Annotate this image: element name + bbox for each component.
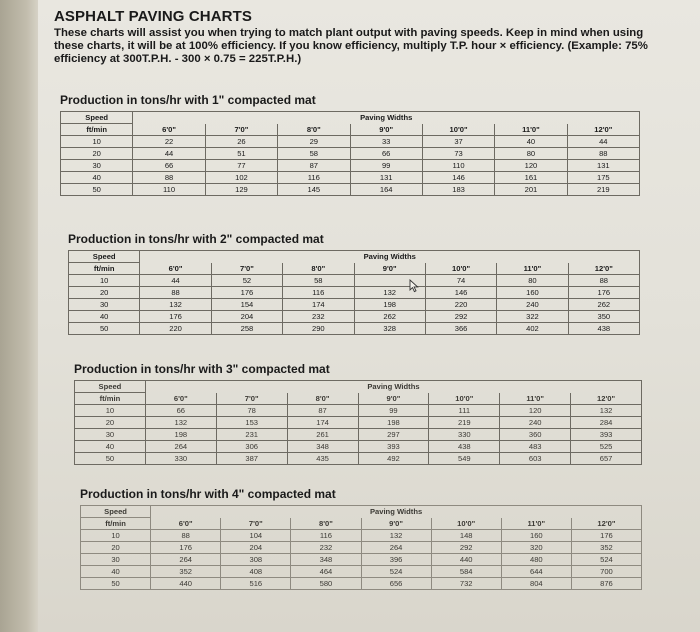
- production-table: [74, 380, 642, 465]
- table-row: [75, 453, 642, 465]
- width-header: 11'0": [500, 393, 571, 405]
- tonnage-cell: 40: [495, 136, 567, 148]
- tonnage-cell: 33: [350, 136, 422, 148]
- tonnage-cell: 262: [354, 311, 425, 323]
- speed-cell: 30: [75, 429, 146, 441]
- table-row: [81, 578, 642, 590]
- tonnage-cell: 549: [429, 453, 500, 465]
- tonnage-cell: 176: [151, 542, 221, 554]
- tonnage-cell: 366: [425, 323, 496, 335]
- paving-widths-header: Paving Widths: [133, 112, 640, 124]
- tonnage-cell: 116: [278, 172, 350, 184]
- speed-header: Speed: [69, 251, 140, 263]
- table-row: [69, 323, 640, 335]
- tonnage-cell: 232: [283, 311, 354, 323]
- tonnage-cell: 396: [361, 554, 431, 566]
- tonnage-cell: 264: [145, 441, 216, 453]
- width-header: 12'0": [571, 393, 642, 405]
- speed-cell: 10: [75, 405, 146, 417]
- tonnage-cell: 73: [422, 148, 494, 160]
- tonnage-cell: 219: [567, 184, 639, 196]
- tonnage-cell: 220: [140, 323, 211, 335]
- tonnage-cell: 438: [568, 323, 639, 335]
- tonnage-cell: 102: [205, 172, 277, 184]
- tonnage-cell: 297: [358, 429, 429, 441]
- tonnage-cell: 146: [422, 172, 494, 184]
- tonnage-cell: 160: [497, 287, 568, 299]
- speed-cell: 20: [69, 287, 140, 299]
- speed-cell: 10: [69, 275, 140, 287]
- tonnage-cell: 483: [500, 441, 571, 453]
- tonnage-cell: 145: [278, 184, 350, 196]
- speed-cell: 50: [75, 453, 146, 465]
- tonnage-cell: 44: [133, 148, 205, 160]
- tonnage-cell: 876: [571, 578, 641, 590]
- tonnage-cell: 258: [211, 323, 282, 335]
- width-header: 8'0": [278, 124, 350, 136]
- tonnage-cell: 240: [497, 299, 568, 311]
- table-row: [69, 311, 640, 323]
- speed-cell: 20: [81, 542, 151, 554]
- speed-header: Speed: [75, 381, 146, 393]
- table-row: [61, 160, 640, 172]
- speed-header: Speed: [81, 506, 151, 518]
- tonnage-cell: 644: [501, 566, 571, 578]
- width-header: 7'0": [216, 393, 287, 405]
- tonnage-cell: 524: [571, 554, 641, 566]
- tonnage-cell: 131: [350, 172, 422, 184]
- tonnage-cell: 492: [358, 453, 429, 465]
- tonnage-cell: 88: [151, 530, 221, 542]
- tonnage-cell: 732: [431, 578, 501, 590]
- tonnage-cell: 284: [571, 417, 642, 429]
- tonnage-cell: 700: [571, 566, 641, 578]
- tonnage-cell: 88: [133, 172, 205, 184]
- tonnage-cell: 153: [216, 417, 287, 429]
- table-row: [69, 275, 640, 287]
- tonnage-cell: 393: [358, 441, 429, 453]
- width-header: 10'0": [422, 124, 494, 136]
- tonnage-cell: 440: [151, 578, 221, 590]
- tonnage-cell: 110: [422, 160, 494, 172]
- tonnage-cell: 116: [283, 287, 354, 299]
- table-title: Production in tons/hr with 1" compacted mat: [60, 93, 316, 107]
- tonnage-cell: 120: [500, 405, 571, 417]
- table-row: [81, 554, 642, 566]
- tonnage-cell: 129: [205, 184, 277, 196]
- tonnage-cell: 603: [500, 453, 571, 465]
- tonnage-cell: 87: [278, 160, 350, 172]
- tonnage-cell: 584: [431, 566, 501, 578]
- table-row: [81, 566, 642, 578]
- tonnage-cell: 264: [361, 542, 431, 554]
- tonnage-cell: 524: [361, 566, 431, 578]
- paving-widths-header: Paving Widths: [151, 506, 642, 518]
- tonnage-cell: 330: [145, 453, 216, 465]
- production-table: [68, 250, 640, 335]
- tonnage-cell: 110: [133, 184, 205, 196]
- width-header: 9'0": [350, 124, 422, 136]
- speed-cell: 40: [69, 311, 140, 323]
- width-header: 7'0": [221, 518, 291, 530]
- page-edge-shadow: [0, 0, 38, 632]
- page-title: ASPHALT PAVING CHARTS: [54, 8, 252, 25]
- tonnage-cell: 330: [429, 429, 500, 441]
- tonnage-cell: 387: [216, 453, 287, 465]
- width-header: 8'0": [291, 518, 361, 530]
- tonnage-cell: 656: [361, 578, 431, 590]
- tonnage-cell: 66: [145, 405, 216, 417]
- speed-cell: 40: [81, 566, 151, 578]
- tonnage-cell: 290: [283, 323, 354, 335]
- tonnage-cell: 116: [291, 530, 361, 542]
- speed-cell: 50: [69, 323, 140, 335]
- tonnage-cell: 232: [291, 542, 361, 554]
- tonnage-cell: 292: [431, 542, 501, 554]
- tonnage-cell: 240: [500, 417, 571, 429]
- table-row: [81, 530, 642, 542]
- intro-paragraph: These charts will assist you when trying to match plant output with paving speeds. Keep in mind when using these charts, it will be at 100% efficiency. If you know efficiency, multiply T.P. hour × efficiency. (Example: 75% efficiency at 300T.P.H. - 300 × 0.75 = 225T.P.H.): [54, 27, 648, 65]
- table-row: [81, 542, 642, 554]
- tonnage-cell: 132: [354, 287, 425, 299]
- tonnage-cell: 176: [568, 287, 639, 299]
- width-header: 6'0": [140, 263, 211, 275]
- tonnage-cell: 292: [425, 311, 496, 323]
- speed-cell: 40: [75, 441, 146, 453]
- width-header: 9'0": [361, 518, 431, 530]
- mouse-cursor-icon: [408, 279, 420, 293]
- width-header: 8'0": [287, 393, 358, 405]
- tonnage-cell: 322: [497, 311, 568, 323]
- tonnage-cell: 29: [278, 136, 350, 148]
- tonnage-cell: 132: [140, 299, 211, 311]
- tonnage-cell: 174: [283, 299, 354, 311]
- tonnage-cell: 148: [431, 530, 501, 542]
- table-row: [61, 172, 640, 184]
- paving-widths-header: Paving Widths: [140, 251, 640, 263]
- tonnage-cell: 176: [571, 530, 641, 542]
- tonnage-cell: 88: [140, 287, 211, 299]
- speed-header: Speed: [61, 112, 133, 124]
- tonnage-cell: 219: [429, 417, 500, 429]
- tonnage-cell: 480: [501, 554, 571, 566]
- width-header: 6'0": [145, 393, 216, 405]
- tonnage-cell: 262: [568, 299, 639, 311]
- table-row: [69, 299, 640, 311]
- tonnage-cell: 131: [567, 160, 639, 172]
- tonnage-cell: 352: [151, 566, 221, 578]
- tonnage-cell: 44: [567, 136, 639, 148]
- tonnage-cell: 328: [354, 323, 425, 335]
- tonnage-cell: 580: [291, 578, 361, 590]
- tonnage-cell: 74: [425, 275, 496, 287]
- tonnage-cell: 99: [350, 160, 422, 172]
- tonnage-cell: 87: [287, 405, 358, 417]
- tonnage-cell: 154: [211, 299, 282, 311]
- tonnage-cell: 164: [350, 184, 422, 196]
- tonnage-cell: 51: [205, 148, 277, 160]
- tonnage-cell: 204: [221, 542, 291, 554]
- speed-cell: 50: [81, 578, 151, 590]
- table-row: [75, 441, 642, 453]
- tonnage-cell: 408: [221, 566, 291, 578]
- width-header: 10'0": [429, 393, 500, 405]
- production-table: [80, 505, 642, 590]
- tonnage-cell: 348: [287, 441, 358, 453]
- width-header: 12'0": [567, 124, 639, 136]
- tonnage-cell: 516: [221, 578, 291, 590]
- speed-cell: 10: [61, 136, 133, 148]
- width-header: 12'0": [571, 518, 641, 530]
- width-header: 11'0": [497, 263, 568, 275]
- tonnage-cell: 77: [205, 160, 277, 172]
- width-header: 10'0": [431, 518, 501, 530]
- table-row: [61, 136, 640, 148]
- tonnage-cell: 198: [354, 299, 425, 311]
- tonnage-cell: 198: [358, 417, 429, 429]
- tonnage-cell: 438: [429, 441, 500, 453]
- tonnage-cell: 88: [567, 148, 639, 160]
- width-header: 9'0": [354, 263, 425, 275]
- tonnage-cell: 132: [145, 417, 216, 429]
- production-table: [60, 111, 640, 196]
- table-row: [61, 148, 640, 160]
- ftmin-header: ft/min: [81, 518, 151, 530]
- table-row: [69, 287, 640, 299]
- width-header: 12'0": [568, 263, 639, 275]
- tonnage-cell: 198: [145, 429, 216, 441]
- tonnage-cell: 308: [221, 554, 291, 566]
- tonnage-cell: 146: [425, 287, 496, 299]
- tonnage-cell: 174: [287, 417, 358, 429]
- ftmin-header: ft/min: [75, 393, 146, 405]
- table-row: [75, 429, 642, 441]
- tonnage-cell: 464: [291, 566, 361, 578]
- tonnage-cell: 220: [425, 299, 496, 311]
- tonnage-cell: 132: [361, 530, 431, 542]
- table-title: Production in tons/hr with 2" compacted mat: [68, 232, 324, 246]
- table-row: [75, 417, 642, 429]
- tonnage-cell: 176: [211, 287, 282, 299]
- table-row: [61, 184, 640, 196]
- tonnage-cell: 104: [221, 530, 291, 542]
- speed-cell: 50: [61, 184, 133, 196]
- tonnage-cell: 78: [216, 405, 287, 417]
- tonnage-cell: 440: [431, 554, 501, 566]
- tonnage-cell: 52: [211, 275, 282, 287]
- tonnage-cell: 657: [571, 453, 642, 465]
- width-header: 7'0": [205, 124, 277, 136]
- tonnage-cell: 231: [216, 429, 287, 441]
- width-header: 11'0": [501, 518, 571, 530]
- width-header: 10'0": [425, 263, 496, 275]
- ftmin-header: ft/min: [69, 263, 140, 275]
- speed-cell: 10: [81, 530, 151, 542]
- width-header: 6'0": [151, 518, 221, 530]
- ftmin-header: ft/min: [61, 124, 133, 136]
- tonnage-cell: 348: [291, 554, 361, 566]
- tonnage-cell: 66: [133, 160, 205, 172]
- tonnage-cell: 306: [216, 441, 287, 453]
- table-row: [75, 405, 642, 417]
- tonnage-cell: 201: [495, 184, 567, 196]
- tonnage-cell: 80: [495, 148, 567, 160]
- tonnage-cell: 352: [571, 542, 641, 554]
- tonnage-cell: 393: [571, 429, 642, 441]
- width-header: 6'0": [133, 124, 205, 136]
- tonnage-cell: 80: [497, 275, 568, 287]
- speed-cell: 30: [61, 160, 133, 172]
- speed-cell: 30: [69, 299, 140, 311]
- tonnage-cell: 88: [568, 275, 639, 287]
- tonnage-cell: 175: [567, 172, 639, 184]
- tonnage-cell: 176: [140, 311, 211, 323]
- speed-cell: 20: [61, 148, 133, 160]
- tonnage-cell: 26: [205, 136, 277, 148]
- speed-cell: 20: [75, 417, 146, 429]
- tonnage-cell: 120: [495, 160, 567, 172]
- tonnage-cell: 804: [501, 578, 571, 590]
- table-title: Production in tons/hr with 4" compacted mat: [80, 487, 336, 501]
- tonnage-cell: 66: [350, 148, 422, 160]
- tonnage-cell: 22: [133, 136, 205, 148]
- tonnage-cell: 402: [497, 323, 568, 335]
- speed-cell: 40: [61, 172, 133, 184]
- tonnage-cell: 161: [495, 172, 567, 184]
- tonnage-cell: 132: [571, 405, 642, 417]
- tonnage-cell: 37: [422, 136, 494, 148]
- tonnage-cell: 44: [140, 275, 211, 287]
- speed-cell: 30: [81, 554, 151, 566]
- tonnage-cell: 264: [151, 554, 221, 566]
- tonnage-cell: 160: [501, 530, 571, 542]
- tonnage-cell: 204: [211, 311, 282, 323]
- width-header: 7'0": [211, 263, 282, 275]
- table-title: Production in tons/hr with 3" compacted mat: [74, 362, 330, 376]
- width-header: 8'0": [283, 263, 354, 275]
- tonnage-cell: 58: [278, 148, 350, 160]
- tonnage-cell: 261: [287, 429, 358, 441]
- tonnage-cell: 99: [358, 405, 429, 417]
- tonnage-cell: 435: [287, 453, 358, 465]
- tonnage-cell: 360: [500, 429, 571, 441]
- tonnage-cell: 111: [429, 405, 500, 417]
- paving-widths-header: Paving Widths: [145, 381, 641, 393]
- width-header: 11'0": [495, 124, 567, 136]
- tonnage-cell: 350: [568, 311, 639, 323]
- tonnage-cell: 525: [571, 441, 642, 453]
- tonnage-cell: 320: [501, 542, 571, 554]
- tonnage-cell: 183: [422, 184, 494, 196]
- width-header: 9'0": [358, 393, 429, 405]
- tonnage-cell: 58: [283, 275, 354, 287]
